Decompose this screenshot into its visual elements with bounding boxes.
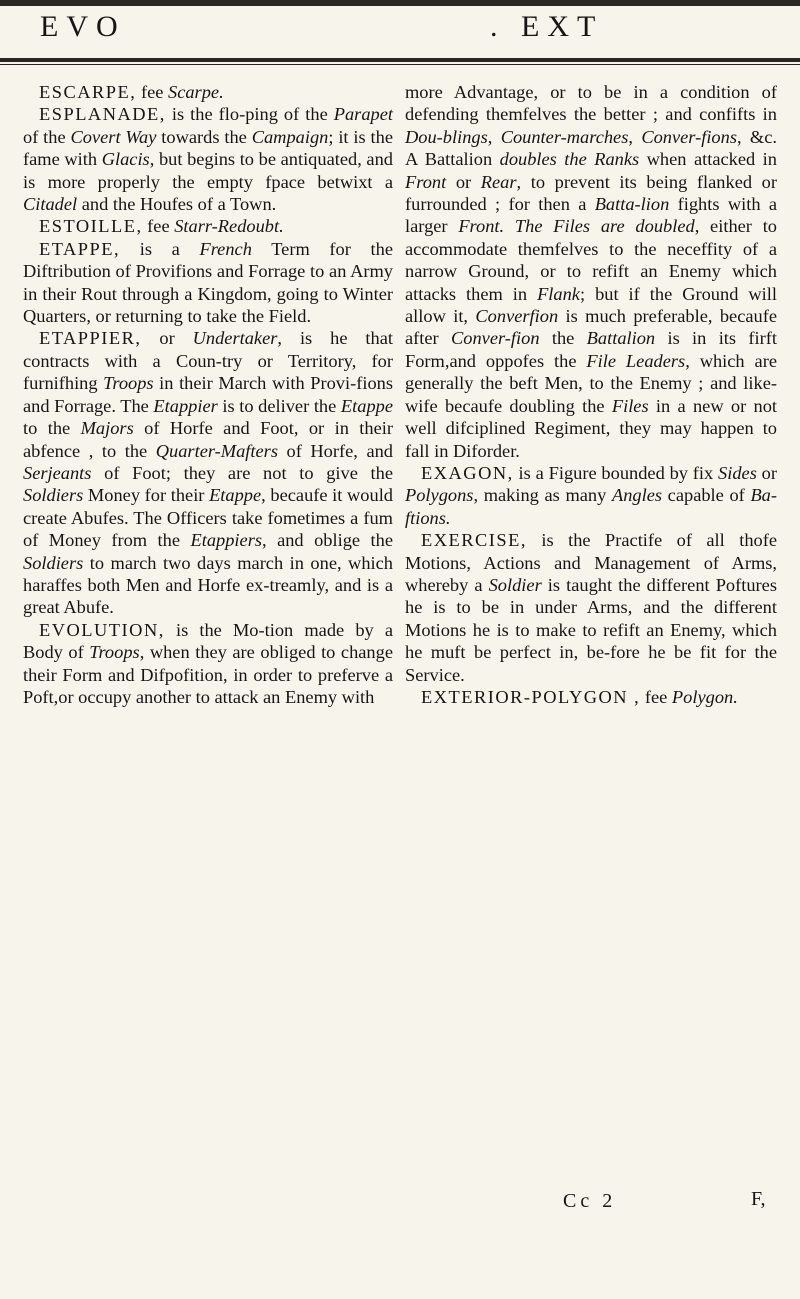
entry-italic-term: Starr-Redoubt.	[174, 216, 284, 237]
entry-text: fee	[640, 686, 672, 707]
entry-italic-term: Dou-blings	[405, 126, 488, 147]
entry-italic-term: Glacis	[101, 149, 150, 170]
entry-italic-term: File Leaders	[586, 350, 686, 371]
entry-text: , and oblige the	[262, 530, 393, 551]
entry-headword: EXTERIOR-POLYGON ,	[421, 686, 641, 707]
entry-text: is the flo-ping of the	[165, 104, 334, 125]
header-rule-thin	[0, 64, 800, 65]
entry-italic-term: The Files are doubled	[514, 216, 695, 237]
entry-italic-term: Flank	[537, 283, 580, 304]
entry-text: when attacked in	[639, 149, 777, 170]
entry-italic-term: Front	[405, 171, 447, 192]
entry-text: in a new or not well difciplined Regiment, they may happen to fall in Diforder.	[405, 395, 778, 461]
entry-headword: ETAPPIER,	[39, 328, 142, 349]
entry-text	[504, 216, 515, 236]
entry-text: more Advantage, or to be in a condition of defending themfelves the better ; and confifts in	[405, 82, 777, 125]
entry-italic-term: Soldiers	[23, 552, 84, 573]
entry-text: , when they are obliged to change their Form and Difpofition, in order to preferve a Poft,or occupy another to attack an Enemy with	[23, 642, 393, 707]
entry-italic-term: Etappe	[340, 395, 393, 416]
entry-italic-term: doubles the Ranks	[499, 149, 640, 170]
entry-headword: ESPLANADE,	[39, 104, 166, 125]
entry-italic-term: Citadel	[23, 194, 78, 215]
entry-text: and the Houfes of a Town.	[77, 194, 277, 215]
header-left: EVO	[40, 10, 126, 43]
entry-text: fee	[142, 216, 175, 237]
entry-italic-term: Parapet	[333, 104, 393, 125]
entry-text: of the	[23, 126, 71, 147]
entry-italic-term: Sides	[718, 462, 757, 483]
entry-italic-term: Etappe	[209, 485, 262, 506]
entry-italic-term: Conver-fions	[641, 126, 737, 147]
entry-text: in their March with Provi-fions and Forrage. The	[23, 373, 393, 416]
entry-italic-term: Front.	[458, 216, 505, 237]
entry-text: fee	[136, 82, 168, 102]
entry-text: , &c. A Battalion	[405, 126, 777, 170]
entry-text: , either to accommodate themfelves to the neceffity of a narrow Ground, or to refift an Enemy which attacks them in	[405, 216, 777, 304]
entry-text: or	[141, 328, 193, 349]
entry-headword: ESTOILLE,	[39, 216, 143, 237]
dictionary-entry	[23, 103, 393, 215]
entry-text: is the Practife of all thofe Motions, Actions and Management of Arms, whereby a	[405, 530, 777, 595]
dictionary-entry	[405, 686, 777, 708]
entry-text: is the Mo-tion made by a Body of	[23, 619, 393, 663]
left-column	[23, 81, 393, 708]
entry-italic-term: Conver-fion	[451, 328, 540, 349]
entry-text: is to deliver the	[217, 395, 341, 416]
entry-text: Money for their	[83, 485, 210, 506]
signature-mark: Cc 2	[563, 1190, 617, 1212]
entry-text: Term for the Diftribution of Provifions and Forrage to an Army in their Rout through a Kingdom, going to Winter Quarters, or returning to take the Field.	[23, 238, 393, 327]
entry-text: is much preferable, becaufe after	[405, 306, 777, 349]
entry-italic-term: Rear	[480, 171, 517, 192]
top-border	[0, 0, 800, 6]
dictionary-entry	[405, 529, 777, 686]
dictionary-entry	[23, 81, 393, 103]
entry-text: , to prevent its being flanked or furrounded ; for then a	[405, 171, 777, 215]
entry-italic-term: Converfion	[475, 306, 559, 327]
right-column	[405, 81, 777, 708]
entry-italic-term: Serjeants	[23, 462, 92, 483]
dictionary-entry	[23, 619, 393, 709]
entry-italic-term: Scarpe.	[168, 82, 224, 102]
entry-headword: EXAGON,	[421, 462, 514, 483]
dictionary-entry	[405, 462, 777, 529]
entry-text: ,	[628, 126, 642, 147]
entry-text: of Foot; they are not to give the	[91, 462, 393, 483]
entry-italic-term: Polygon.	[671, 686, 738, 707]
entry-italic-term: Covert Way	[70, 126, 157, 147]
entry-text: or	[756, 462, 777, 483]
dictionary-entry	[23, 238, 393, 328]
entry-text: , making as many	[473, 485, 612, 506]
dictionary-entry	[405, 81, 777, 462]
entry-italic-term: Undertaker	[192, 328, 278, 349]
entry-italic-term: Files	[611, 395, 649, 416]
entry-headword: ESCARPE,	[39, 82, 137, 102]
entry-text: ; it is the fame with	[23, 126, 393, 170]
entry-text: of Horfe, and	[277, 440, 393, 461]
entry-text: or	[446, 171, 481, 192]
running-header	[0, 8, 800, 46]
entry-italic-term: Ba-ftions.	[405, 485, 777, 528]
entry-text: towards the	[156, 126, 252, 147]
entry-text: , which are generally the beft Men, to the Enemy ; and like-wife becaufe doubling the	[405, 350, 777, 416]
header-rule	[0, 58, 800, 62]
entry-text: is a	[120, 238, 200, 259]
entry-italic-term: Battalion	[586, 328, 656, 349]
entry-text: is a Figure bounded by fix	[513, 462, 719, 483]
entry-text: to march two days march in one, which haraffes both Men and Horfe ex-treamly, and is a great Abufe.	[23, 552, 393, 618]
dictionary-entry	[23, 215, 393, 237]
entry-text: , but begins to be antiquated, and is more properly the empty fpace betwixt a	[23, 149, 393, 192]
entry-text: ,	[487, 126, 501, 147]
entry-headword: ETAPPE,	[39, 238, 121, 259]
entry-text: capable of	[662, 485, 751, 506]
entry-text: , becaufe it would create Abufes. The Officers take fometimes a fum of Money from the	[23, 485, 393, 551]
entry-italic-term: Etappiers	[190, 530, 263, 551]
entry-italic-term: Batta-lion	[594, 194, 670, 215]
catchword: F,	[751, 1188, 766, 1210]
entry-italic-term: Campaign	[251, 126, 329, 147]
entry-text: fights with a larger	[405, 194, 777, 237]
entry-italic-term: Majors	[80, 418, 134, 439]
entry-text: , is he that contracts with a Coun-try or Territory, for furnifhing	[23, 328, 393, 394]
entry-italic-term: Etappier	[153, 395, 218, 416]
entry-text: is taught the different Poftures he is to be in under Arms, and the different Motions he is to make to refift an Enemy, which he muft be perfect in, be-fore he be fit for the Service.	[405, 574, 777, 685]
entry-text: is in its firft Form,and oppofes the	[405, 328, 777, 371]
entry-italic-term: Troops	[103, 373, 154, 394]
entry-text: to the	[23, 418, 81, 439]
entry-headword: EXERCISE,	[421, 530, 527, 551]
entry-text: ; but if the Ground will allow it,	[405, 283, 777, 327]
entry-italic-term: Polygons	[405, 485, 474, 506]
entry-italic-term: Soldiers	[23, 485, 84, 506]
entry-headword: EVOLUTION,	[39, 619, 165, 640]
entry-italic-term: Angles	[611, 485, 663, 506]
entry-italic-term: Soldier	[488, 574, 542, 595]
entry-italic-term: Counter-marches	[500, 126, 629, 147]
entry-text: the	[539, 328, 587, 349]
entry-italic-term: Troops	[89, 642, 140, 663]
header-right: . EXT	[490, 10, 604, 43]
dictionary-entry	[23, 327, 393, 618]
entry-text: of Horfe and Foot, or in their abfence , to the	[23, 418, 393, 461]
entry-italic-term: Quarter-Mafters	[155, 440, 278, 461]
entry-italic-term: French	[199, 238, 252, 259]
